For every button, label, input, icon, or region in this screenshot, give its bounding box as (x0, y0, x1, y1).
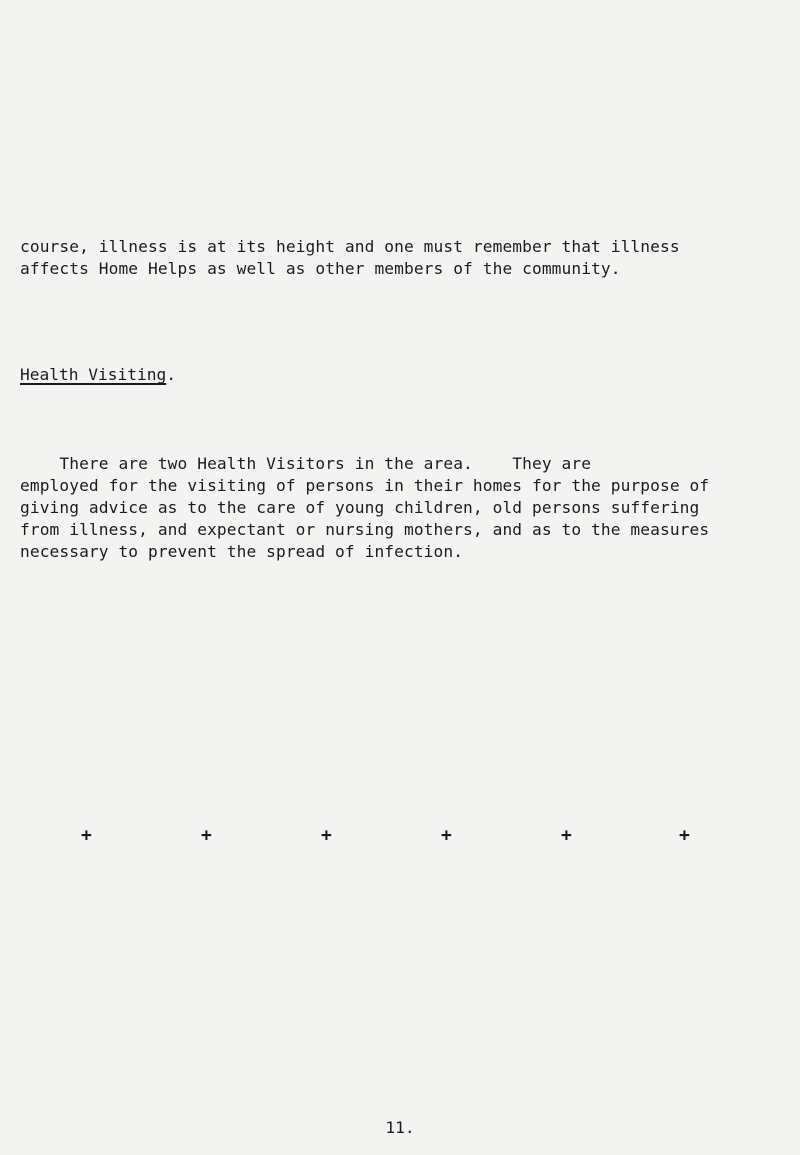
intro-paragraph (20, 236, 785, 280)
divider-cross: + (321, 825, 332, 846)
section-divider (0, 825, 800, 849)
divider-cross: + (679, 825, 690, 846)
page-number: 11. (385, 1118, 415, 1137)
section-heading (20, 364, 176, 386)
body-line: giving advice as to the care of young children, old persons suffering (20, 498, 700, 517)
body-line: from illness, and expectant or nursing mothers, and as to the measures (20, 520, 710, 539)
divider-cross: + (561, 825, 572, 846)
divider-cross: + (81, 825, 92, 846)
section-heading-period: . (166, 365, 176, 384)
body-line: necessary to prevent the spread of infection. (20, 542, 464, 561)
divider-cross: + (441, 825, 452, 846)
intro-line: affects Home Helps as well as other members of the community. (20, 259, 621, 278)
divider-cross: + (201, 825, 212, 846)
body-paragraph (20, 453, 785, 563)
intro-line: course, illness is at its height and one must remember that illness (20, 237, 680, 256)
section-heading-text: Health Visiting (20, 365, 167, 384)
body-line: employed for the visiting of persons in their homes for the purpose of (20, 476, 710, 495)
body-line: There are two Health Visitors in the area. They are (20, 454, 592, 473)
